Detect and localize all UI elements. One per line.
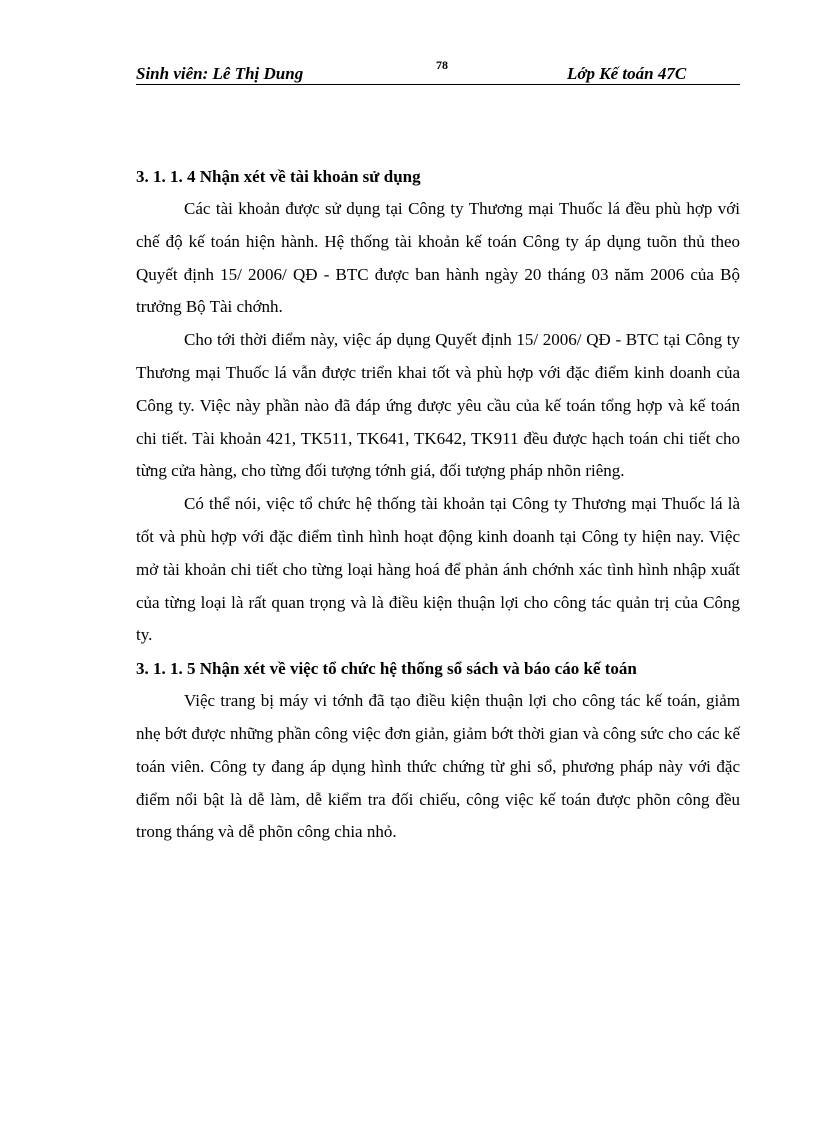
document-body bbox=[136, 160, 740, 849]
section-heading-3-1-1-4: 3. 1. 1. 4 Nhận xét về tài khoản sử dụng bbox=[136, 167, 421, 186]
page-header bbox=[136, 56, 740, 85]
page-number: 78 bbox=[436, 58, 448, 72]
student-name: Sinh viên: Lê Thị Dung bbox=[136, 64, 304, 83]
paragraph: Việc trang bị máy vi tớnh đã tạo điều kiện thuận lợi cho công tác kế toán, giảm nhẹ bớt được những phần công việc đơn giản, giảm bớt thời gian và công sức cho các kế toán viên. Công ty đang áp dụng hình thức chứng từ ghi sổ, phương pháp này với đặc điểm nổi bật là dễ làm, dễ kiểm tra đối chiếu, công việc kế toán được phõn công đều trong tháng và dễ phõn công chia nhỏ. bbox=[136, 691, 740, 842]
class-name: Lớp Kế toán 47C bbox=[567, 64, 687, 83]
paragraph: Có thể nói, việc tổ chức hệ thống tài khoản tại Công ty Thương mại Thuốc lá là tốt và phù hợp với đặc điểm tình hình hoạt động kinh doanh tại Công ty hiện nay. Việc mở tài khoản chi tiết cho từng loại hàng hoá để phản ánh chớnh xác tình hình nhập xuất của từng loại là rất quan trọng và là điều kiện thuận lợi cho công tác quản trị của Công ty. bbox=[136, 494, 740, 645]
paragraph: Các tài khoản được sử dụng tại Công ty Thương mại Thuốc lá đều phù hợp với chế độ kế toán hiện hành. Hệ thống tài khoản kế toán Công ty áp dụng tuõn thủ theo Quyết định 15/ 2006/ QĐ - BTC được ban hành ngày 20 tháng 03 năm 2006 của Bộ trưởng Bộ Tài chớnh. bbox=[136, 199, 740, 317]
section-heading-3-1-1-5: 3. 1. 1. 5 Nhận xét về việc tổ chức hệ thống sổ sách và báo cáo kế toán bbox=[136, 659, 637, 679]
paragraph: Cho tới thời điểm này, việc áp dụng Quyết định 15/ 2006/ QĐ - BTC tại Công ty Thương mại Thuốc lá vẫn được triển khai tốt và phù hợp với đặc điểm kinh doanh của Công ty. Việc này phần nào đã đáp ứng được yêu cầu của kế toán tổng hợp và kế toán chi tiết. Tài khoản 421, TK511, TK641, TK642, TK911 đều được hạch toán chi tiết cho từng cửa hàng, cho từng đối tượng tớnh giá, đối tượng pháp nhõn riêng. bbox=[136, 330, 740, 481]
